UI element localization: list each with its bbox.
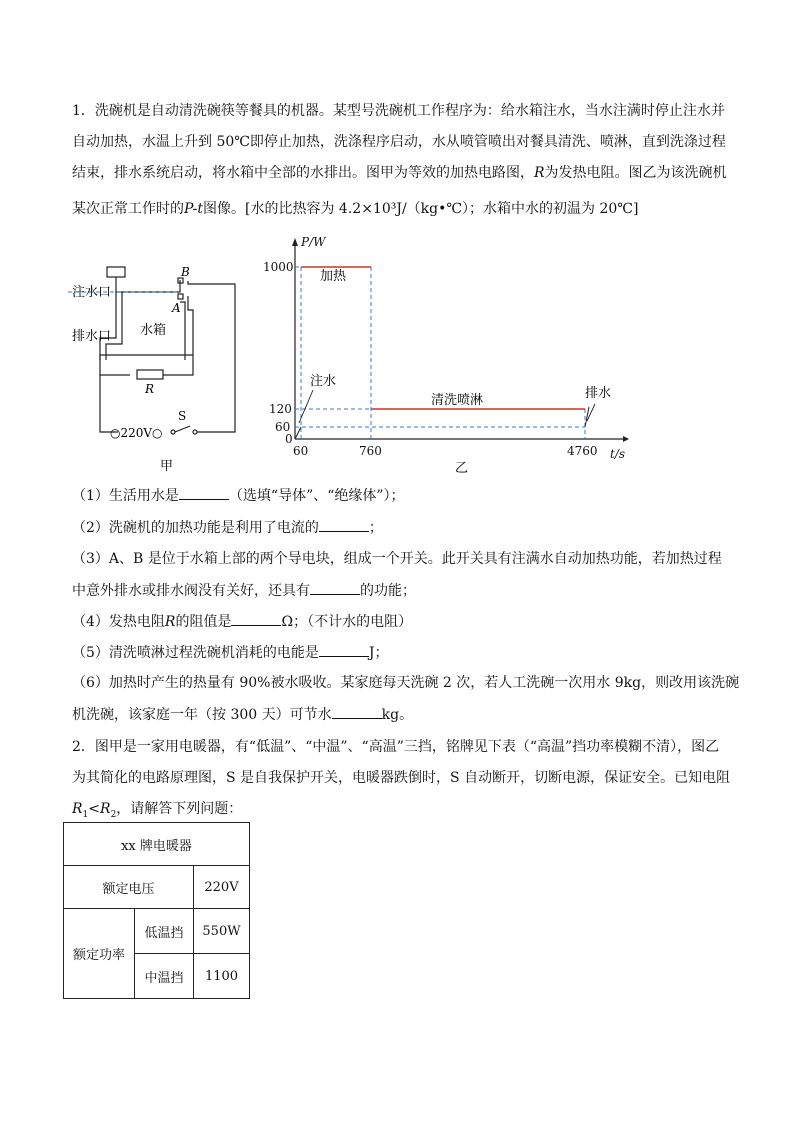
caption-yi: 乙 xyxy=(455,461,469,476)
circuit-diagram xyxy=(60,250,250,480)
annotation-heating: 加热 xyxy=(320,269,347,284)
label-outlet: 排水口 xyxy=(72,329,112,344)
mid-gear-value: 1100 xyxy=(194,954,250,999)
answer-blank-4[interactable] xyxy=(231,611,281,626)
subq-1 xyxy=(72,485,722,506)
x-tick-760: 760 xyxy=(359,444,382,458)
low-gear-value: 550W xyxy=(194,909,250,954)
mid-gear-label: 中温挡 xyxy=(135,954,194,999)
answer-blank-2[interactable] xyxy=(319,517,369,532)
rated-power-label: 额定功率 xyxy=(64,909,135,999)
origin-label: 0 xyxy=(285,432,293,446)
subq-3-line-1: （3）A、B 是位于水箱上部的两个导电块，组成一个开关。此开关具有注满水自动加热功能，若加热过程 xyxy=(72,551,722,567)
x-tick-60: 60 xyxy=(293,444,309,458)
subq-6-line-1: （6）加热时产生的热量有 90%被水吸收。某家庭每天洗碗 2 次，若人工洗碗一次用水 9kg，则改用该洗碗 xyxy=(72,675,740,691)
q2-line-3 xyxy=(72,799,722,825)
low-gear-label: 低温挡 xyxy=(135,909,194,954)
q1-line-4-b: 图像。[水的比热容为 4.2×10³J/（kg•℃）；水箱中水的初温为 20℃] xyxy=(203,201,639,217)
subq-6-c: kg。 xyxy=(381,707,414,723)
label-tank: 水箱 xyxy=(140,323,167,338)
answer-blank-6[interactable] xyxy=(332,704,382,719)
subq-4-symbol-r: R xyxy=(164,614,176,630)
subq-2 xyxy=(72,517,722,538)
label-inlet: 注水口 xyxy=(72,285,112,300)
rated-voltage-value: 220V xyxy=(194,866,250,909)
subq-6-b: 机洗碗，该家庭一年（按 300 天）可节水 xyxy=(72,707,332,723)
q1-line-2: 自动加热，水温上升到 50℃即停止加热，洗涤程序启动，水从喷管喷出对餐具清洗、喷淋，直到洗涤过程 xyxy=(72,134,726,150)
q2-line-2: 为其简化的电路原理图，S 是自我保护开关，电暖器跌倒时，S 自动断开，切断电源，保证安全。已知电阻 xyxy=(72,770,731,786)
subq-5 xyxy=(72,642,722,663)
subq-4 xyxy=(72,611,722,632)
q1-line-3 xyxy=(72,163,727,183)
answer-blank-1[interactable] xyxy=(179,485,229,500)
subq-5-b: J； xyxy=(368,645,389,661)
label-b: B xyxy=(181,265,190,279)
symbol-r2: R xyxy=(100,801,111,817)
q2-line-1: 2．图甲是一家用电暖器，有“低温”、“中温”、“高温”三挡，铭牌见下表（“高温”挡功率模糊不清），图乙 xyxy=(72,739,720,755)
label-a: A xyxy=(172,301,181,315)
answer-blank-3[interactable] xyxy=(310,580,360,595)
label-switch: S xyxy=(178,409,187,423)
symbol-r: R xyxy=(534,165,545,181)
sub-1: 1 xyxy=(82,809,89,820)
subq-2-a: （2）洗碗机的加热功能是利用了电流的 xyxy=(72,520,319,536)
symbol-pt: P-t xyxy=(184,201,204,217)
segment-fill xyxy=(295,427,301,439)
subq-4-b: 的阻值是 xyxy=(175,614,232,630)
nameplate-table xyxy=(63,822,250,999)
y-tick-1000: 1000 xyxy=(263,260,294,274)
sub-2: 2 xyxy=(110,809,117,820)
annotation-drain: 排水 xyxy=(585,386,612,401)
x-axis-label: t/s xyxy=(610,447,626,461)
label-voltage: ○220V○ xyxy=(110,426,163,440)
rated-voltage-label: 额定电压 xyxy=(64,866,194,909)
y-tick-60: 60 xyxy=(275,420,291,434)
annotation-washing: 清洗喷淋 xyxy=(431,393,484,408)
subq-1-b: （选填“导体”、“绝缘体”）； xyxy=(228,488,405,504)
caption-jia: 甲 xyxy=(160,459,174,474)
y-axis-label: P/W xyxy=(301,235,326,249)
symbol-r1: R xyxy=(72,801,83,817)
subq-4-a: （4）发热电阻 xyxy=(72,614,165,630)
x-tick-4760: 4760 xyxy=(567,444,598,458)
subq-3-line-2 xyxy=(72,580,722,601)
subq-5-a: （5）清洗喷淋过程洗碗机消耗的电能是 xyxy=(72,645,319,661)
q1-line-3-a: 结束，排水系统启动，将水箱中全部的水排出。图甲为等效的加热电路图， xyxy=(72,165,534,181)
label-resistor: R xyxy=(145,382,155,396)
q1-line-4 xyxy=(72,199,722,219)
subq-6-line-2 xyxy=(72,704,722,725)
q2-line-3-b: ，请解答下列问题： xyxy=(116,801,243,817)
subq-4-c: Ω；（不计水的电阻） xyxy=(281,614,413,630)
q1-line-3-b: 为发热电阻。图乙为该洗碗机 xyxy=(544,165,727,181)
nameplate-title: xx 牌电暖器 xyxy=(64,823,250,866)
less-than: < xyxy=(88,801,101,817)
q1-line-4-a: 某次正常工作时的 xyxy=(72,201,184,217)
subq-2-b: ； xyxy=(368,520,383,536)
subq-3-b: 中意外排水或排水阀没有关好，还具有 xyxy=(72,583,310,599)
q1-line-1: 1．洗碗机是自动清洗碗筷等餐具的机器。某型号洗碗机工作程序为：给水箱注水，当水注满时停止注水并 xyxy=(72,103,725,119)
answer-blank-5[interactable] xyxy=(319,642,369,657)
annotation-fill: 注水 xyxy=(310,374,337,389)
y-axis-arrow xyxy=(292,238,298,246)
subq-1-a: （1）生活用水是 xyxy=(72,488,179,504)
subq-3-c: 的功能； xyxy=(360,583,416,599)
x-axis-arrow xyxy=(623,436,629,442)
pt-chart xyxy=(255,232,635,477)
y-tick-120: 120 xyxy=(269,402,292,416)
